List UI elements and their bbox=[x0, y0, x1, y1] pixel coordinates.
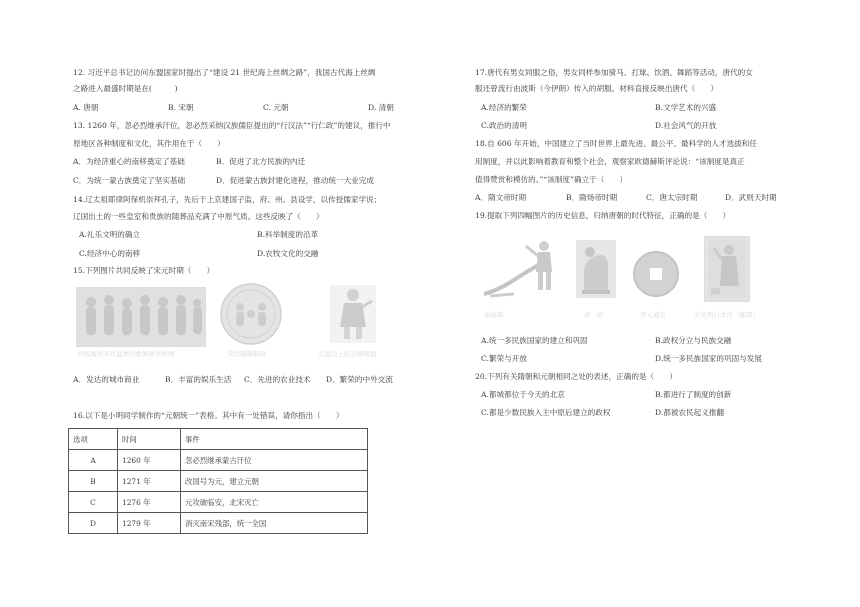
sancai-caption: 唐三彩 bbox=[584, 311, 604, 319]
mirror-caption: 宋代踢鞠铜镜 bbox=[227, 350, 266, 358]
q12-option-d: D. 清朝 bbox=[368, 103, 394, 112]
table-row bbox=[69, 450, 368, 471]
q15-option-c: C．先进的农业技术 bbox=[244, 375, 311, 384]
q15-option-d: D．繁荣的中外交流 bbox=[326, 375, 393, 384]
tang-sancai-image bbox=[576, 240, 616, 298]
table-header-row bbox=[69, 429, 368, 450]
q19-option-b: B.政权分立与民族交融 bbox=[655, 336, 732, 345]
row-option: C bbox=[69, 492, 118, 513]
pottery-figurine-image bbox=[330, 285, 376, 343]
q20-option-a: A.都城都位于今天的北京 bbox=[481, 390, 565, 399]
curved-plough-image bbox=[480, 236, 560, 300]
q16-stem: 16.以下是小明同学制作的“元朝统一”表格。其中有一处错误，请你指出（ ） bbox=[73, 411, 344, 420]
row-option: B bbox=[69, 471, 118, 492]
row-event: 消灭南宋残部，统一全国 bbox=[181, 513, 368, 534]
header-time: 时间 bbox=[118, 429, 181, 450]
q14-line1: 14.辽太祖耶律阿保机崇拜孔子，先后于上京建国子监，府、州、县设学，以传授儒家学说； bbox=[73, 195, 382, 204]
q19-stem: 19.提取下列四幅图片的历史信息，归纳唐朝的时代特征，正确的是（ ） bbox=[475, 211, 731, 220]
plough-caption: 曲辕犁 bbox=[484, 311, 504, 319]
song-dynasty-mural-image bbox=[76, 287, 206, 347]
q19-option-a: A.统一多民族国家的建立和巩固 bbox=[481, 336, 588, 345]
q17-line2: 服还曾流行由波斯（今伊朗）传入的胡服。材料直接反映出唐代（ ） bbox=[475, 84, 718, 93]
q20-option-c: C.都是少数民族入主中原后建立的政权 bbox=[481, 408, 611, 417]
table-row bbox=[69, 471, 368, 492]
q14-option-b: B.科举制度的沿革 bbox=[257, 230, 319, 239]
table-row bbox=[69, 492, 368, 513]
q13-option-c: C．为统一蒙古族奠定了坚实基础 bbox=[73, 176, 186, 185]
bronze-mirror-image bbox=[220, 283, 282, 345]
q17-option-b: B.文学艺术的兴盛 bbox=[655, 103, 717, 112]
table-row bbox=[69, 513, 368, 534]
row-option: D bbox=[69, 513, 118, 534]
q17-option-c: C.政治的清明 bbox=[481, 121, 527, 130]
q13-line1: 13. 1260 年，忽必烈继承汗位，忽必烈采纳汉族儒臣提出的“行汉法”“行仁政”的建议，推行中 bbox=[73, 121, 391, 130]
q18-option-b: B．隋炀帝时期 bbox=[566, 193, 618, 202]
q18-option-a: A．隋文帝时期 bbox=[475, 193, 527, 202]
q15-option-a: A．发达的城市商业 bbox=[73, 375, 140, 384]
figurine-caption: 元墓出土的杂剧陶俑 bbox=[318, 350, 377, 358]
q18-line1: 18.自 606 年开始，中国建立了当时世界上最先进、最公平、最科学的人才选拔和任 bbox=[475, 139, 757, 148]
q13-option-d: D．促进蒙古族封建化进程，推动统一大业完成 bbox=[216, 176, 374, 185]
kaiyuan-coin-image bbox=[632, 250, 680, 298]
row-option: A bbox=[69, 450, 118, 471]
q12-option-c: C. 元朝 bbox=[263, 103, 289, 112]
coin-caption: 开元通宝 bbox=[640, 311, 666, 319]
q13-line2: 原地区各种制度和文化，其作用在于（ ） bbox=[73, 139, 225, 148]
q18-line3: 值得赞赏和模仿的。”“该制度”确立于（ ） bbox=[475, 175, 628, 184]
q14-line2: 辽国出土的一些皇室和贵族的随葬品充满了中原气质。这些反映了（ ） bbox=[73, 212, 324, 221]
q13-option-a: A．为经济重心的南移奠定了基础 bbox=[73, 157, 185, 166]
q14-option-c: C.经济中心的南移 bbox=[79, 249, 141, 258]
q20-option-d: D.都被农民起义推翻 bbox=[655, 408, 724, 417]
q12-line1: 12. 习近平总书记访问东盟国家时提出了“建设 21 世纪海上丝绸之路”，我国古代海上丝绸 bbox=[73, 68, 376, 77]
row-time: 1279 年 bbox=[118, 513, 181, 534]
q17-option-d: D.社会风气的开放 bbox=[655, 121, 717, 130]
q20-option-b: B.都进行了制度的创新 bbox=[655, 390, 732, 399]
row-time: 1260 年 bbox=[118, 450, 181, 471]
xuanzang-stamp-image bbox=[704, 236, 750, 302]
q14-option-a: A.礼乐文明的确立 bbox=[79, 230, 141, 239]
stamp-caption: 玄奘西行求法（邮票） bbox=[694, 311, 759, 319]
q17-option-a: A.经济的繁荣 bbox=[481, 103, 527, 112]
q17-line1: 17.唐代有男女同服之俗，男女同样参加骑马、打球、饮酒、舞蹈等活动，唐代的女 bbox=[475, 68, 753, 77]
q12-option-b: B. 宋朝 bbox=[168, 103, 194, 112]
q13-option-b: B．促进了北方民族的内迁 bbox=[216, 157, 306, 166]
header-event: 事件 bbox=[181, 429, 368, 450]
row-time: 1276 年 bbox=[118, 492, 181, 513]
row-event: 改国号为元，建立元朝 bbox=[181, 471, 368, 492]
q19-option-c: C.繁荣与开放 bbox=[481, 354, 527, 363]
q15-stem: 15.下列图片共同反映了宋元时期（ ） bbox=[73, 266, 215, 275]
header-option: 选项 bbox=[69, 429, 118, 450]
q18-option-c: C．唐太宗时期 bbox=[646, 193, 698, 202]
row-event: 元攻破临安，北宋灭亡 bbox=[181, 492, 368, 513]
q18-option-d: D．武则天时期 bbox=[725, 193, 777, 202]
q14-option-d: D.农牧文化的交融 bbox=[257, 249, 319, 258]
q20-stem: 20.下列有关隋朝和元朝相同之处的表述，正确的是（ ） bbox=[475, 372, 677, 381]
row-event: 忽必烈继承蒙古汗位 bbox=[181, 450, 368, 471]
q12-option-a: A. 唐朝 bbox=[73, 103, 99, 112]
q12-line2: 之路进入最盛时期是在( ) bbox=[73, 84, 178, 93]
row-time: 1271 年 bbox=[118, 471, 181, 492]
yuan-unification-table bbox=[68, 428, 368, 534]
q15-option-b: B．丰富的娱乐生活 bbox=[165, 375, 232, 384]
q19-option-d: D.统一多民族国家的巩固与发展 bbox=[655, 354, 762, 363]
q18-line2: 用制度，并以此影响着教育和整个社会，观察家欧德赫斯评论说：“该制度是真正 bbox=[475, 157, 745, 166]
mural-caption: 河南禹州宋代墓葬的歌舞散乐壁画 bbox=[77, 350, 175, 358]
